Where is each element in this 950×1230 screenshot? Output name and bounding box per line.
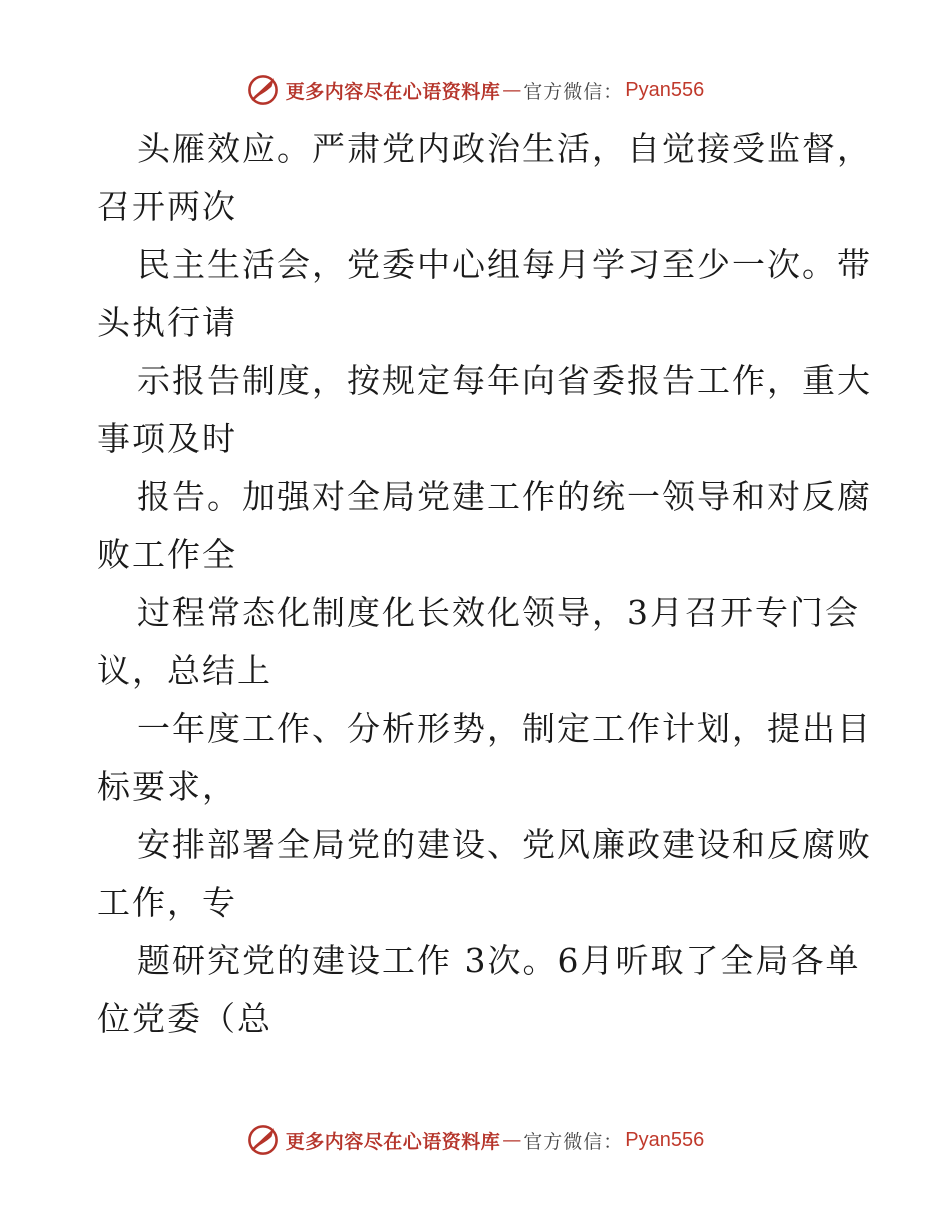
banner-main-text: 更多内容尽在心语资料库 (285, 1130, 501, 1153)
body-line: 召开两次 (97, 187, 237, 226)
header-banner (0, 70, 950, 110)
body-line: 示报告制度，按规定每年向省委报告工作，重大 (137, 361, 872, 400)
body-line: 工作，专 (97, 883, 237, 922)
body-line: 安排部署全局党的建设、党风廉政建设和反腐败 (137, 825, 872, 864)
banner-official-label: 官方微信： (523, 1130, 624, 1153)
body-line: 事项及时 (97, 419, 237, 458)
body-line: 头雁效应。严肃党内政治生活，自觉接受监督， (137, 129, 872, 168)
banner-text (286, 77, 705, 104)
quill-logo-icon (246, 1123, 280, 1157)
body-line: 民主生活会，党委中心组每月学习至少一次。带 (137, 245, 872, 284)
body-line: 过程常态化制度化长效化领导，3月召开专门会 (137, 593, 860, 632)
document-body (97, 120, 872, 1048)
body-line: 标要求， (97, 767, 237, 806)
quill-logo-icon (246, 73, 280, 107)
banner-official-label: 官方微信： (523, 80, 624, 103)
body-line: 败工作全 (97, 535, 237, 574)
banner-account-id: Pyan556 (625, 1128, 705, 1151)
body-line: 报告。加强对全局党建工作的统一领导和对反腐 (137, 477, 872, 516)
body-line: 题研究党的建设工作 3次。6月听取了全局各单 (137, 941, 861, 980)
banner-main-text: 更多内容尽在心语资料库 (285, 80, 501, 103)
banner-account-id: Pyan556 (625, 78, 705, 101)
body-line: 一年度工作、分析形势，制定工作计划，提出目 (137, 709, 872, 748)
body-line: 头执行请 (97, 303, 237, 342)
banner-text (286, 1127, 705, 1154)
body-line: 位党委（总 (97, 999, 272, 1038)
banner-dash: — (502, 79, 522, 101)
footer-banner (0, 1120, 950, 1160)
banner-dash: — (502, 1129, 522, 1151)
body-line: 议，总结上 (97, 651, 272, 690)
